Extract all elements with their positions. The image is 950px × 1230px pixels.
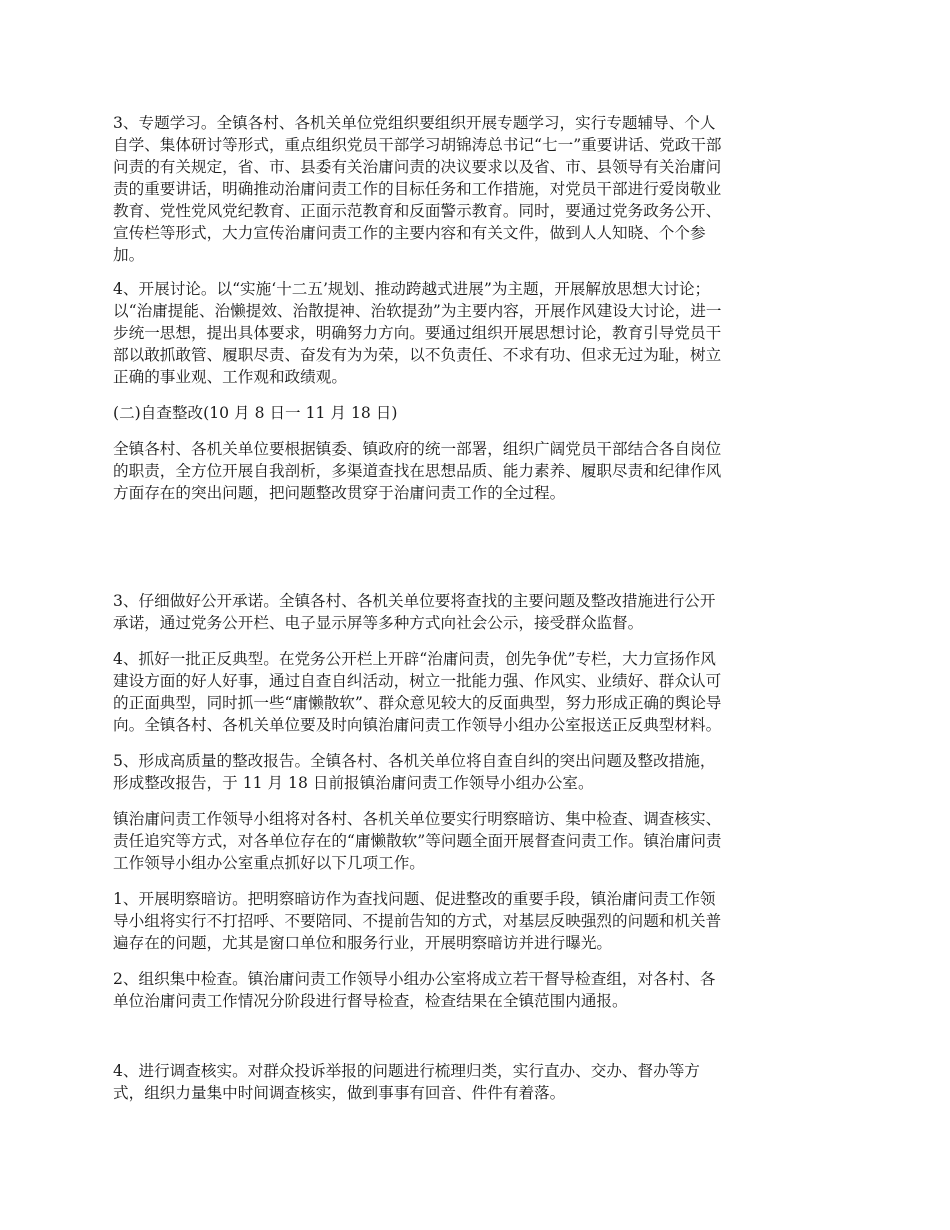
paragraph-self-inspection-intro: 全镇各村、各机关单位要根据镇委、镇政府的统一部署，组织广阔党员干部结合各自岗位 的职责，全方位开展自我剖析，多渠道查找在思想品质、能力素养、履职尽责和纪律作风 方面存在的突出问题，把问题整改贯穿于治庸问责工作的全过程。 [113,440,722,502]
paragraph-typical-examples: 4、抓好一批正反典型。在党务公开栏上开辟“治庸问责，创先争优”专栏，大力宣扬作风 建设方面的好人好事，通过自查自纠活动，树立一批能力强、作风实、业绩好、群众认可 的正面典型，同时抓一些“庸懒散软”、群众意见较大的反面典型，努力形成正确的舆论导 向。全镇各村、各机关单位要及时向镇治庸问责工作领导小组办公室报送正反典型材料。 [113,650,722,734]
paragraph-investigation-verification: 4、进行调查核实。对群众投诉举报的问题进行梳理归类，实行直办、交办、督办等方 式，组织力量集中时间调查核实，做到事事有回音、件件有着落。 [113,1062,700,1102]
paragraph-rectification-report: 5、形成高质量的整改报告。全镇各村、各机关单位将自查自纠的突出问题及整改措施， 形成整改报告，于 11 月 18 日前报镇治庸问责工作领导小组办公室。 [113,752,716,792]
paragraph-discussion: 4、开展讨论。以“实施‘十二五’规划、推动跨越式进展”为主题，开展解放思想大讨论； 以“治庸提能、治懒提效、治散提神、治软提劲”为主要内容，开展作风建设大讨论，进一 步统一思想，提出具体要求，明确努力方向。要通过组织开展思想讨论，教育引导党员干 部以敢抓敢管、履职尽责、奋发有为为荣，以不负责任、不求有功、但求无过为耻，树立 正确的事业观、工作观和政绩观。 [113,280,722,386]
paragraph-public-commitment: 3、仔细做好公开承诺。全镇各村、各机关单位要将查找的主要问题及整改措施进行公开 承诺，通过党务公开栏、电子显示屏等多种方式向社会公示，接受群众监督。 [113,592,716,632]
paragraph-special-study: 3、专题学习。全镇各村、各机关单位党组织要组织开展专题学习，实行专题辅导、个人 自学、集体研讨等形式，重点组织党员干部学习胡锦涛总书记“七一”重要讲话、党政干部 问责的有关规定，省、市、县委有关治庸问责的决议要求以及省、市、县领导有关治庸问 责的重要讲话，明确推动治庸问责工作的目标任务和工作措施，对党员干部进行爱岗敬业 教育、党性党风党纪教育、正面示范教育和反面警示教育。同时，要通过党务政务公开、 宣传栏等形式，大力宣传治庸问责工作的主要内容和有关文件，做到人人知晓、个个参 加。 [113,114,722,264]
paragraph-leadership-group: 镇治庸问责工作领导小组将对各村、各机关单位要实行明察暗访、集中检查、调查核实、 责任追究等方式，对各单位存在的“庸懒散软”等问题全面开展督查问责工作。镇治庸问责 工作领导小组办公室重点抓好以下几项工作。 [113,810,722,872]
paragraph-centralized-inspection: 2、组织集中检查。镇治庸问责工作领导小组办公室将成立若干督导检查组，对各村、各 单位治庸问责工作情况分阶段进行督导检查，检查结果在全镇范围内通报。 [113,970,716,1010]
section-heading-self-inspection: (二)自查整改(10 月 8 日一 11 月 18 日) [113,404,398,422]
paragraph-open-secret-visits: 1、开展明察暗访。把明察暗访作为查找问题、促进整改的重要手段，镇治庸问责工作领 导小组将实行不打招呼、不要陪同、不提前告知的方式，对基层反映强烈的问题和机关普 遍存在的问题，尤其是窗口单位和服务行业，开展明察暗访并进行曝光。 [113,890,722,952]
